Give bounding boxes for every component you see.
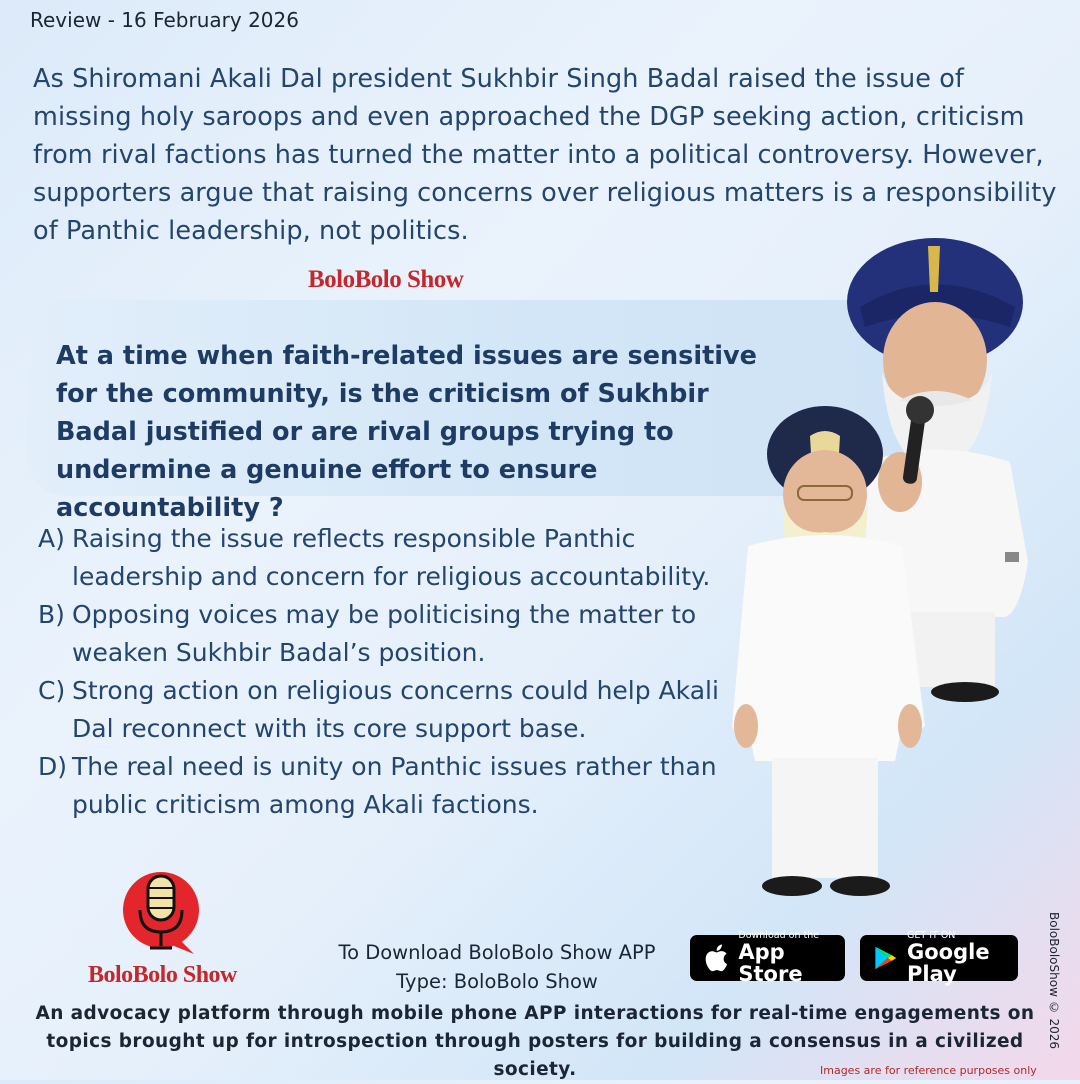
option-text: Opposing voices may be politicising the matter to weaken Sukhbir Badal’s position.: [72, 600, 697, 667]
copyright-text: BoloBoloShow © 2026: [1047, 912, 1061, 1050]
options-list: [38, 520, 758, 824]
app-store-small-label: Download on the: [738, 930, 820, 941]
app-store-label: App Store: [738, 940, 803, 986]
logo-wordmark: BoloBolo Show: [88, 962, 237, 988]
image-disclaimer: Images are for reference purposes only: [820, 1064, 1037, 1077]
bolobolo-microphone-logo-icon: [116, 868, 206, 958]
option-letter: A): [38, 524, 65, 553]
review-date: Review - 16 February 2026: [30, 8, 299, 32]
option-d: [38, 748, 758, 824]
option-text: Strong action on religious concerns could help Akali Dal reconnect with its core support base.: [72, 676, 719, 743]
option-letter: B): [38, 600, 65, 629]
download-type-line: Type: BoloBolo Show: [396, 970, 598, 993]
footer-mission-text: An advocacy platform through mobile phone APP interactions for real-time engagements on topics brought up for introspection through posters for building a consensus in a civilized society.: [35, 1003, 1035, 1080]
google-play-label: Google Play: [907, 940, 990, 986]
brand-wordmark: BoloBolo Show: [308, 266, 464, 293]
question-text: At a time when faith-related issues are sensitive for the community, is the criticism of Sukhbir Badal justified or are rival groups trying to undermine a genuine effort to ensure accountability ?: [56, 341, 757, 523]
google-play-badge[interactable]: [860, 930, 1018, 986]
leader-illustration-elder: [730, 396, 930, 906]
option-letter: D): [38, 752, 68, 781]
option-c: [38, 672, 758, 748]
apple-icon: [700, 939, 734, 977]
google-play-small-label: GET IT ON: [907, 930, 956, 941]
download-line: To Download BoloBolo Show APP: [338, 941, 656, 964]
app-store-badge[interactable]: [690, 930, 845, 986]
download-instructions: [322, 938, 672, 996]
option-b: [38, 596, 758, 672]
option-a: [38, 520, 758, 596]
option-text: Raising the issue reflects responsible Panthic leadership and concern for religious accountability.: [72, 524, 711, 591]
option-text: The real need is unity on Panthic issues rather than public criticism among Akali factions.: [72, 752, 717, 819]
google-play-icon: [872, 941, 899, 975]
option-letter: C): [38, 676, 66, 705]
intro-paragraph: As Shiromani Akali Dal president Sukhbir Singh Badal raised the issue of missing holy saroops and even approached the DGP seeking action, criticism from rival factions has turned the matter into a political controversy. However, supporters argue that raising concerns over religious matters is a responsibility of Panthic leadership, not politics.: [33, 64, 1057, 246]
